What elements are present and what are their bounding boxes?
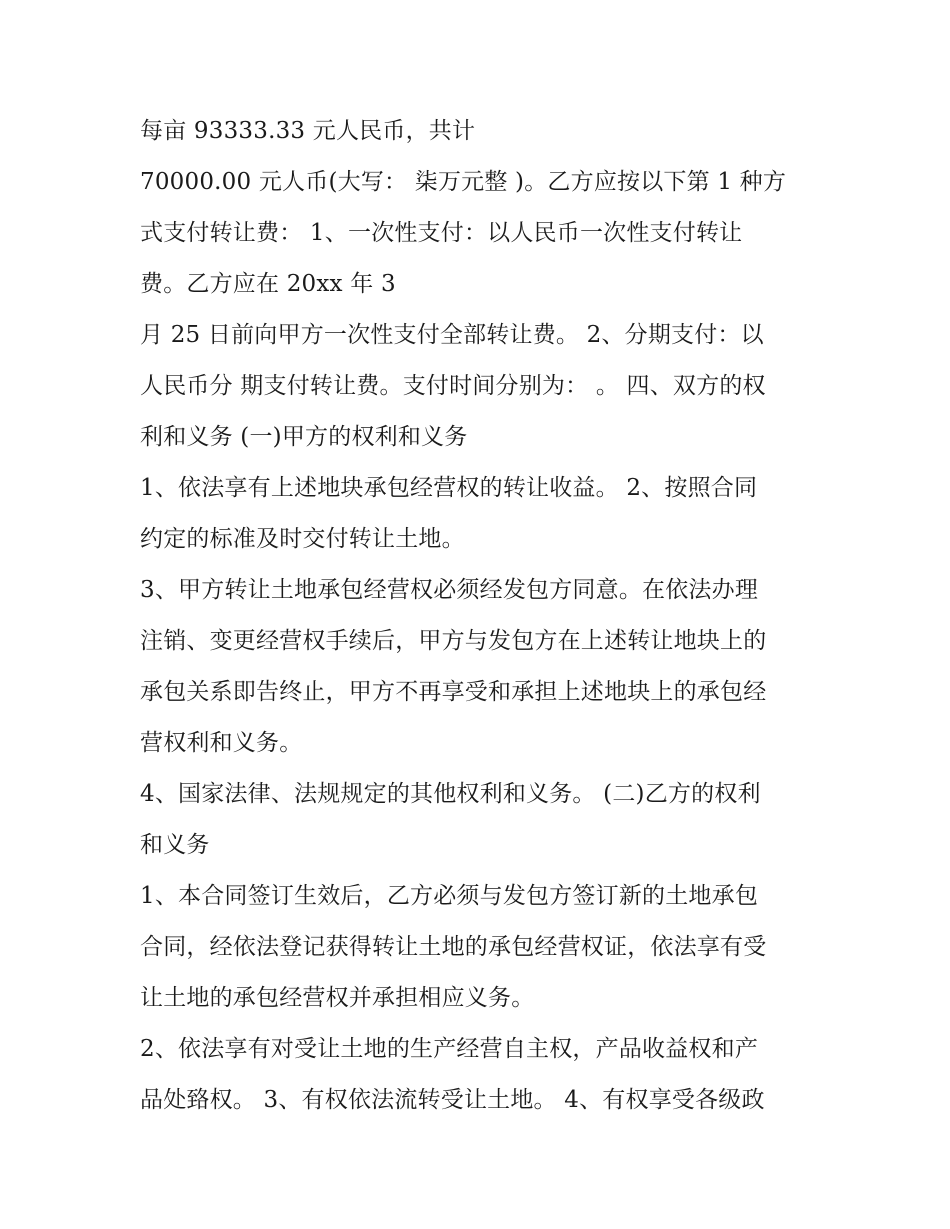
text-line: 让土地的承包经营权并承担相应义务。 (140, 985, 535, 1011)
text-line: 2、依法享有对受让土地的生产经营自主权，产品收益权和产 (140, 1036, 759, 1062)
text-line: 营权利和义务。 (140, 730, 303, 756)
text-line: 利和义务 (一)甲方的权利和义务 (140, 424, 468, 450)
text-line: 注销、变更经营权手续后，甲方与发包方在上述转让地块上的 (140, 628, 767, 654)
text-line: 和义务 (140, 832, 210, 858)
text-line: 式支付转让费： 1、一次性支付：以人民币一次性支付转让 (140, 220, 743, 246)
text-line: 承包关系即告终止，甲方不再享受和承担上述地块上的承包经 (140, 679, 767, 705)
text-line: 每亩 93333.33 元人民币，共计 (140, 118, 476, 144)
text-line: 合同，经依法登记获得转让土地的承包经营权证，依法享有受 (140, 934, 767, 960)
text-line: 4、国家法律、法规规定的其他权利和义务。 (二)乙方的权利 (140, 781, 761, 807)
text-line: 70000.00 元人币(大写： 柒万元整 )。乙方应按以下第 1 种方 (140, 169, 787, 195)
text-line: 费。乙方应在 20xx 年 3 (140, 271, 396, 297)
document-body (140, 106, 820, 1126)
text-line: 3、甲方转让土地承包经营权必须经发包方同意。在依法办理 (140, 577, 759, 603)
text-line: 品处臵权。 3、有权依法流转受让土地。 4、有权享受各级政 (140, 1087, 765, 1113)
text-line: 月 25 日前向甲方一次性支付全部转让费。 2、分期支付：以 (140, 322, 764, 348)
text-line: 人民币分 期支付转让费。支付时间分别为： 。 四、双方的权 (140, 373, 766, 399)
text-line: 1、本合同签订生效后，乙方必须与发包方签订新的土地承包 (140, 883, 759, 909)
text-line: 约定的标准及时交付转让土地。 (140, 526, 465, 552)
text-line: 1、依法享有上述地块承包经营权的转让收益。 2、按照合同 (140, 475, 758, 501)
